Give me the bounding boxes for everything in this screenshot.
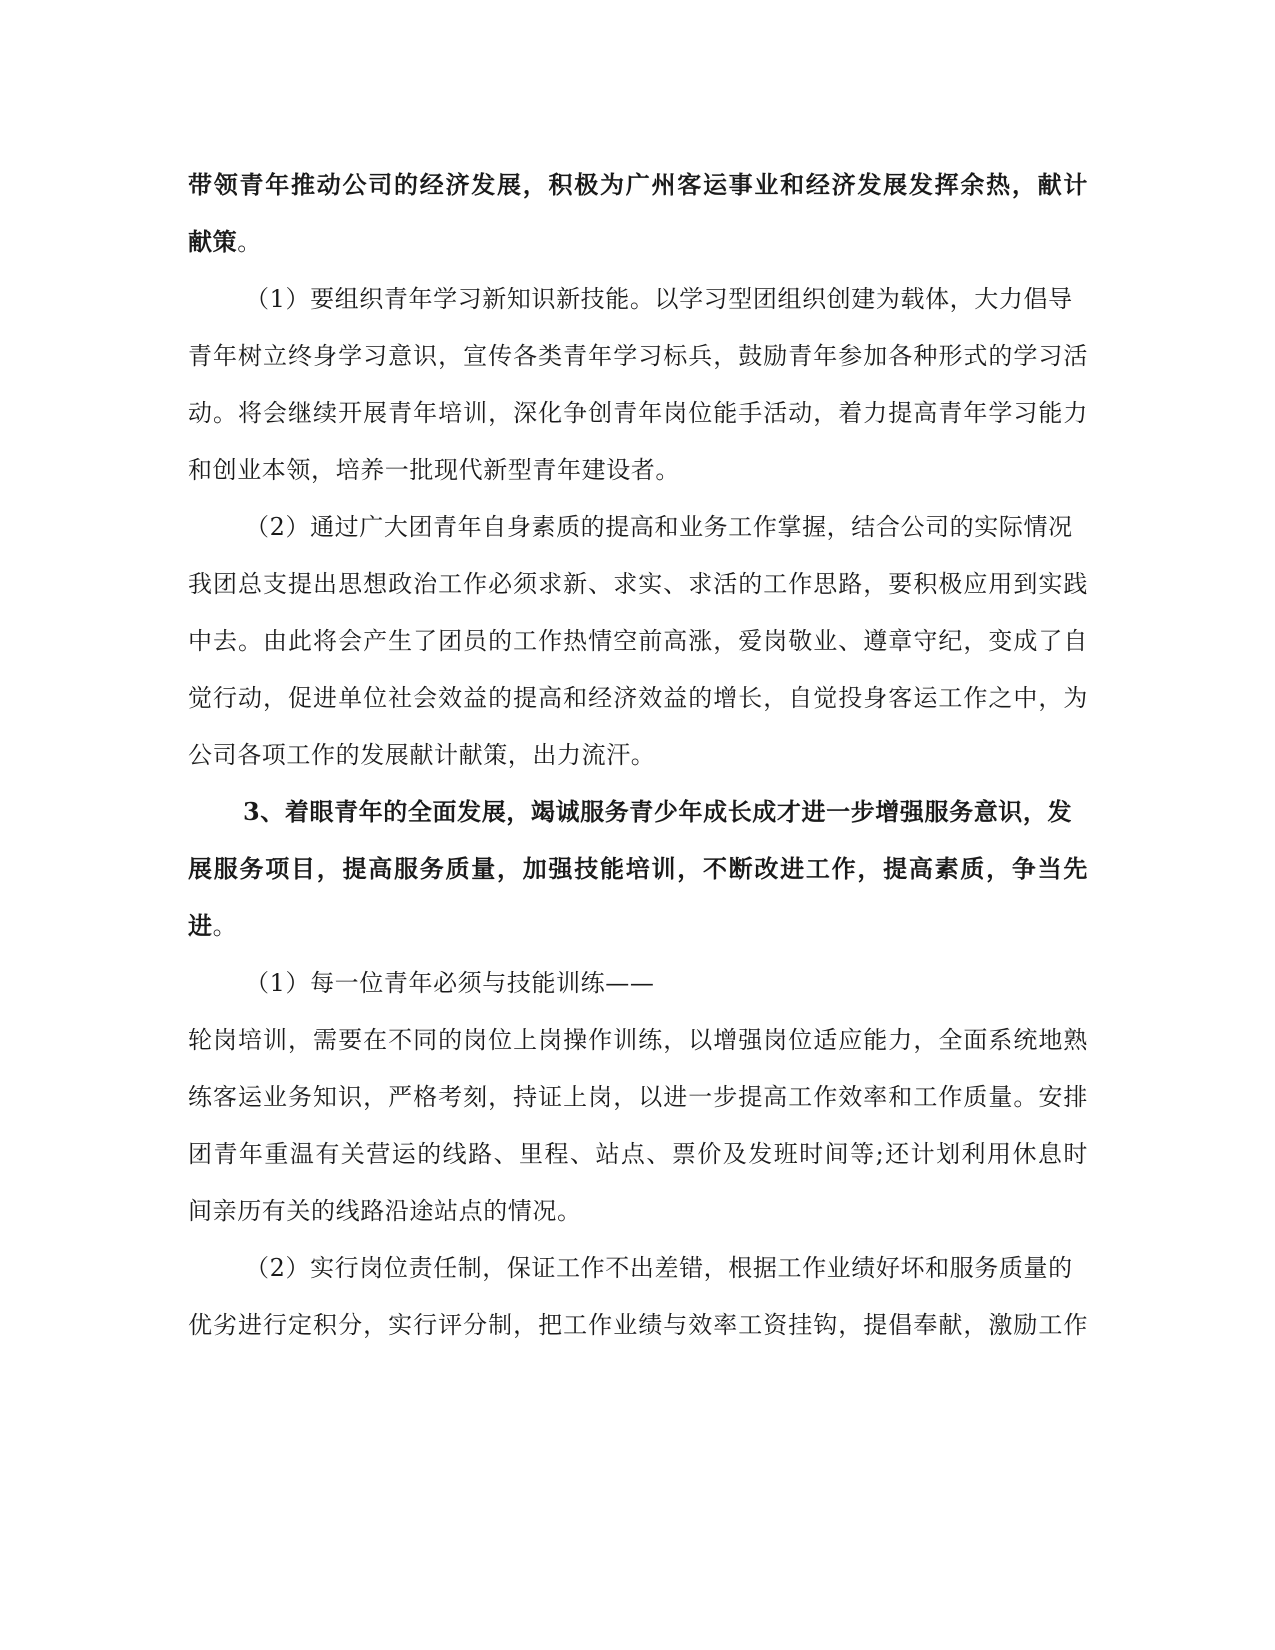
bold-text: 进 xyxy=(188,911,213,940)
bold-text: 3、着眼青年的全面发展，竭诚服务青少年成长成才进一步增强服务意识，发 xyxy=(243,797,1073,826)
normal-text: （2）通过广大团青年自身素质的提高和业务工作掌握，结合公司的实际情况 xyxy=(245,513,1073,541)
normal-text: 。 xyxy=(237,228,262,256)
normal-text: 我团总支提出思想政治工作必须求新、求实、求活的工作思路，要积极应用到实践 xyxy=(188,570,1088,598)
paragraph-line xyxy=(188,740,1088,770)
normal-text: 轮岗培训，需要在不同的岗位上岗操作训练，以增强岗位适应能力，全面系统地熟 xyxy=(188,1026,1088,1054)
paragraph-line xyxy=(188,626,1088,656)
normal-text: 间亲历有关的线路沿途站点的情况。 xyxy=(188,1197,582,1225)
paragraph-line xyxy=(188,170,1088,200)
paragraph-line xyxy=(188,1139,1088,1169)
paragraph-line xyxy=(188,227,1088,257)
paragraph-line xyxy=(188,1025,1088,1055)
normal-text: 。 xyxy=(212,912,238,940)
section-heading-line xyxy=(188,854,1088,884)
paragraph-line xyxy=(188,341,1088,371)
paragraph-line xyxy=(245,284,1145,314)
section-heading-line xyxy=(188,911,1088,941)
bold-text: 献策 xyxy=(188,227,238,256)
paragraph-line xyxy=(245,1253,1145,1283)
normal-text: 青年树立终身学习意识，宣传各类青年学习标兵，鼓励青年参加各种形式的学习活 xyxy=(188,342,1088,370)
section-heading-line xyxy=(243,797,1088,827)
normal-text: 动。将会继续开展青年培训，深化争创青年岗位能手活动，着力提高青年学习能力 xyxy=(188,399,1088,427)
paragraph-line xyxy=(188,683,1088,713)
paragraph-line xyxy=(188,1310,1088,1340)
normal-text: （1）要组织青年学习新知识新技能。以学习型团组织创建为载体，大力倡导 xyxy=(245,285,1073,313)
bold-text: 带领青年推动公司的经济发展，积极为广州客运事业和经济发展发挥余热，献计 xyxy=(188,170,1088,199)
paragraph-line xyxy=(188,1196,1088,1226)
normal-text: 中去。由此将会产生了团员的工作热情空前高涨，爱岗敬业、遵章守纪，变成了自 xyxy=(188,627,1088,655)
bold-text: 展服务项目，提高服务质量，加强技能培训，不断改进工作，提高素质，争当先 xyxy=(188,854,1088,883)
paragraph-line xyxy=(188,1082,1088,1112)
normal-text: 公司各项工作的发展献计献策，出力流汗。 xyxy=(188,741,656,769)
paragraph-line xyxy=(188,569,1088,599)
normal-text: 练客运业务知识，严格考刻，持证上岗，以进一步提高工作效率和工作质量。安排 xyxy=(188,1083,1088,1111)
normal-text: （1）每一位青年必须与技能训练—— xyxy=(245,969,655,997)
normal-text: 和创业本领，培养一批现代新型青年建设者。 xyxy=(188,456,680,484)
paragraph-line xyxy=(188,455,1088,485)
normal-text: 团青年重温有关营运的线路、里程、站点、票价及发班时间等;还计划利用休息时 xyxy=(188,1140,1088,1168)
paragraph-line xyxy=(188,398,1088,428)
normal-text: （2）实行岗位责任制，保证工作不出差错，根据工作业绩好坏和服务质量的 xyxy=(245,1254,1073,1282)
normal-text: 觉行动，促进单位社会效益的提高和经济效益的增长，自觉投身客运工作之中，为 xyxy=(188,684,1088,712)
paragraph-line xyxy=(245,512,1145,542)
paragraph-line xyxy=(245,968,1145,998)
normal-text: 优劣进行定积分，实行评分制，把工作业绩与效率工资挂钩，提倡奉献，激励工作 xyxy=(188,1311,1088,1339)
